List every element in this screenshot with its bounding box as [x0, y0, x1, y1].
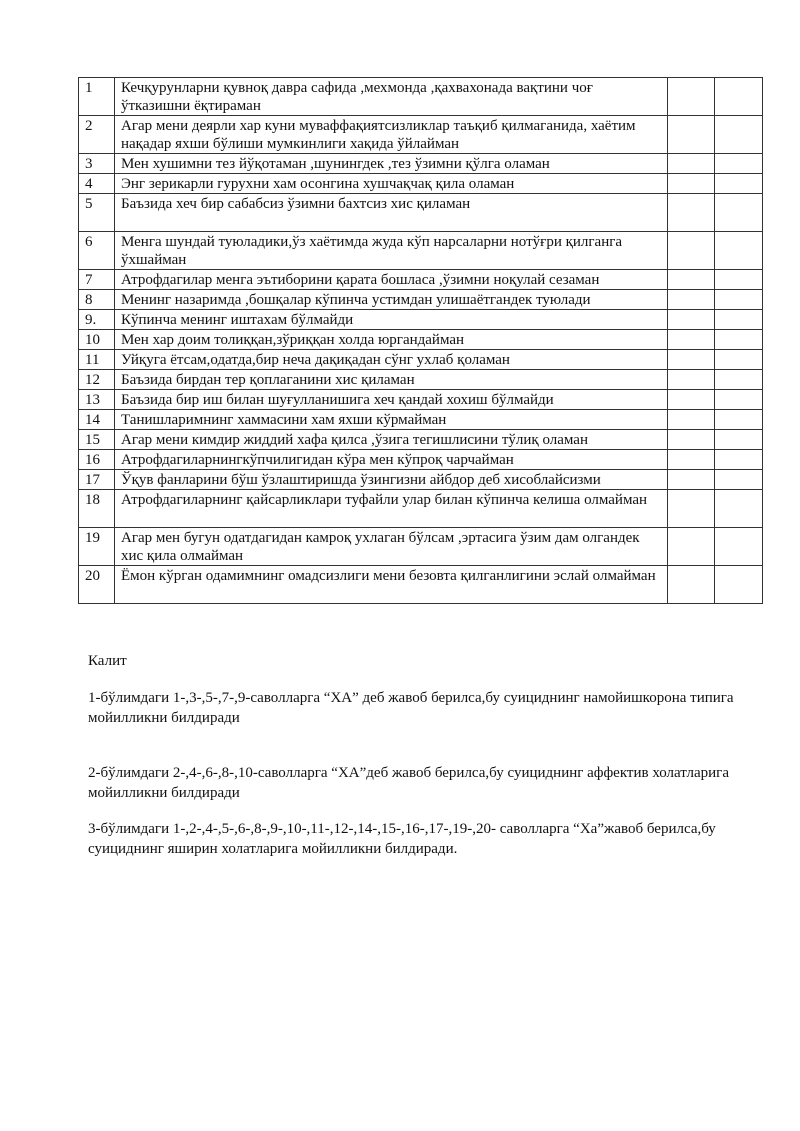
- table-row: [79, 528, 763, 566]
- answer-cell-yes[interactable]: [668, 490, 715, 528]
- question-text: Баъзида хеч бир сабабсиз ўзимни бахтсиз хис қиламан: [115, 194, 668, 232]
- questionnaire-table: [78, 77, 763, 604]
- answer-cell-no[interactable]: [715, 116, 763, 154]
- answer-cell-no[interactable]: [715, 528, 763, 566]
- answer-cell-no[interactable]: [715, 330, 763, 350]
- question-text: Кўпинча менинг иштахам бўлмайди: [115, 310, 668, 330]
- key-paragraph-3: 3-бўлимдаги 1-,2-,4-,5-,6-,8-,9-,10-,11-,12-,14-,15-,16-,17-,19-,20- саволларга “Ха”жавоб берилса,бу суициднинг яширин холатларига мойилликни билдиради.: [88, 821, 716, 857]
- question-text: Мен хушимни тез йўқотаман ,шунингдек ,тез ўзимни қўлга оламан: [115, 154, 668, 174]
- key-paragraph-1: 1-бўлимдаги 1-,3-,5-,7-,9-саволларга “ХА” деб жавоб берилса,бу суициднинг намойишкорона типига мойилликни билдиради: [88, 690, 734, 726]
- question-number: 6: [79, 232, 115, 270]
- answer-cell-no[interactable]: [715, 78, 763, 116]
- question-number: 8: [79, 290, 115, 310]
- answer-cell-yes[interactable]: [668, 430, 715, 450]
- table-row: [79, 270, 763, 290]
- table-row: [79, 490, 763, 528]
- answer-cell-yes[interactable]: [668, 566, 715, 604]
- question-number: 19: [79, 528, 115, 566]
- table-row: [79, 232, 763, 270]
- table-row: [79, 154, 763, 174]
- table-row: [79, 174, 763, 194]
- question-number: 9.: [79, 310, 115, 330]
- answer-cell-yes[interactable]: [668, 370, 715, 390]
- answer-cell-yes[interactable]: [668, 270, 715, 290]
- answer-cell-yes[interactable]: [668, 78, 715, 116]
- table-row: [79, 350, 763, 370]
- table-row: [79, 450, 763, 470]
- table-row: [79, 566, 763, 604]
- questionnaire-body: [79, 78, 763, 604]
- answer-cell-yes[interactable]: [668, 174, 715, 194]
- answer-cell-no[interactable]: [715, 390, 763, 410]
- question-text: Мен хар доим толиққан,зўриққан холда юргандайман: [115, 330, 668, 350]
- answer-cell-no[interactable]: [715, 174, 763, 194]
- table-row: [79, 116, 763, 154]
- answer-cell-yes[interactable]: [668, 232, 715, 270]
- question-number: 20: [79, 566, 115, 604]
- answer-cell-yes[interactable]: [668, 154, 715, 174]
- table-row: [79, 470, 763, 490]
- answer-cell-no[interactable]: [715, 470, 763, 490]
- answer-cell-yes[interactable]: [668, 450, 715, 470]
- question-text: Агар мен бугун одатдагидан камроқ ухлаган бўлсам ,эртасига ўзим дам олгандек хис қила олмайман: [115, 528, 668, 566]
- question-text: Танишларимнинг хаммасини хам яхши кўрмайман: [115, 410, 668, 430]
- question-number: 2: [79, 116, 115, 154]
- question-text: Ўқув фанларини бўш ўзлаштиришда ўзингизни айбдор деб хисоблайсизми: [115, 470, 668, 490]
- answer-cell-yes[interactable]: [668, 528, 715, 566]
- answer-cell-yes[interactable]: [668, 310, 715, 330]
- question-text: Уйқуга ётсам,одатда,бир неча дақиқадан сўнг ухлаб қоламан: [115, 350, 668, 370]
- table-row: [79, 410, 763, 430]
- answer-cell-yes[interactable]: [668, 116, 715, 154]
- answer-cell-no[interactable]: [715, 370, 763, 390]
- answer-cell-no[interactable]: [715, 450, 763, 470]
- question-number: 14: [79, 410, 115, 430]
- question-text: Менинг назаримда ,бошқалар кўпинча устимдан улишаётгандек туюлади: [115, 290, 668, 310]
- question-text: Атрофдагилар менга эътиборини қарата бошласа ,ўзимни ноқулай сезаман: [115, 270, 668, 290]
- question-number: 11: [79, 350, 115, 370]
- question-text: Ёмон кўрган одамимнинг омадсизлиги мени безовта қилганлигини эслай олмайман: [115, 566, 668, 604]
- table-row: [79, 194, 763, 232]
- question-text: Атрофдагиларнинг қайсарликлари туфайли улар билан кўпинча келиша олмайман: [115, 490, 668, 528]
- question-text: Баъзида бир иш билан шуғулланишига хеч қандай хохиш бўлмайди: [115, 390, 668, 410]
- question-text: Агар мени кимдир жиддий хафа қилса ,ўзига тегишлисини тўлиқ оламан: [115, 430, 668, 450]
- question-number: 15: [79, 430, 115, 450]
- answer-cell-no[interactable]: [715, 232, 763, 270]
- table-row: [79, 78, 763, 116]
- answer-cell-yes[interactable]: [668, 470, 715, 490]
- answer-cell-no[interactable]: [715, 490, 763, 528]
- table-row: [79, 390, 763, 410]
- question-text: Энг зерикарли гурухни хам осонгина хушчақчақ қила оламан: [115, 174, 668, 194]
- answer-cell-no[interactable]: [715, 154, 763, 174]
- answer-cell-yes[interactable]: [668, 290, 715, 310]
- question-number: 18: [79, 490, 115, 528]
- question-number: 16: [79, 450, 115, 470]
- answer-cell-no[interactable]: [715, 310, 763, 330]
- question-text: Баъзида бирдан тер қоплаганини хис қиламан: [115, 370, 668, 390]
- answer-cell-no[interactable]: [715, 566, 763, 604]
- question-text: Атрофдагиларнингкўпчилигидан кўра мен кўпроқ чарчайман: [115, 450, 668, 470]
- answer-cell-no[interactable]: [715, 290, 763, 310]
- answer-cell-yes[interactable]: [668, 410, 715, 430]
- answer-cell-yes[interactable]: [668, 350, 715, 370]
- table-row: [79, 370, 763, 390]
- table-row: [79, 310, 763, 330]
- question-number: 3: [79, 154, 115, 174]
- question-number: 12: [79, 370, 115, 390]
- answer-cell-yes[interactable]: [668, 390, 715, 410]
- question-number: 1: [79, 78, 115, 116]
- question-number: 7: [79, 270, 115, 290]
- answer-cell-no[interactable]: [715, 194, 763, 232]
- table-row: [79, 330, 763, 350]
- question-number: 13: [79, 390, 115, 410]
- question-number: 5: [79, 194, 115, 232]
- question-text: Менга шундай туюладики,ўз хаётимда жуда кўп нарсаларни нотўғри қилганга ўхшайман: [115, 232, 668, 270]
- key-paragraph-2: 2-бўлимдаги 2-,4-,6-,8-,10-саволларга “ХА”деб жавоб берилса,бу суициднинг аффектив холатларига мойилликни билдиради: [88, 765, 729, 801]
- answer-cell-yes[interactable]: [668, 330, 715, 350]
- answer-cell-no[interactable]: [715, 410, 763, 430]
- question-number: 4: [79, 174, 115, 194]
- key-heading: Калит: [88, 653, 127, 669]
- table-row: [79, 430, 763, 450]
- table-row: [79, 290, 763, 310]
- answer-cell-no[interactable]: [715, 430, 763, 450]
- question-number: 17: [79, 470, 115, 490]
- answer-cell-no[interactable]: [715, 350, 763, 370]
- answer-cell-no[interactable]: [715, 270, 763, 290]
- question-text: Агар мени деярли хар куни муваффақиятсизликлар таъқиб қилмаганида, хаётим нақадар яхши бўлиши мумкинлиги хақида ўйлайман: [115, 116, 668, 154]
- question-number: 10: [79, 330, 115, 350]
- question-text: Кечқурунларни қувноқ давра сафида ,мехмонда ,қахвахонада вақтини чоғ ўтказишни ёқтираман: [115, 78, 668, 116]
- answer-cell-yes[interactable]: [668, 194, 715, 232]
